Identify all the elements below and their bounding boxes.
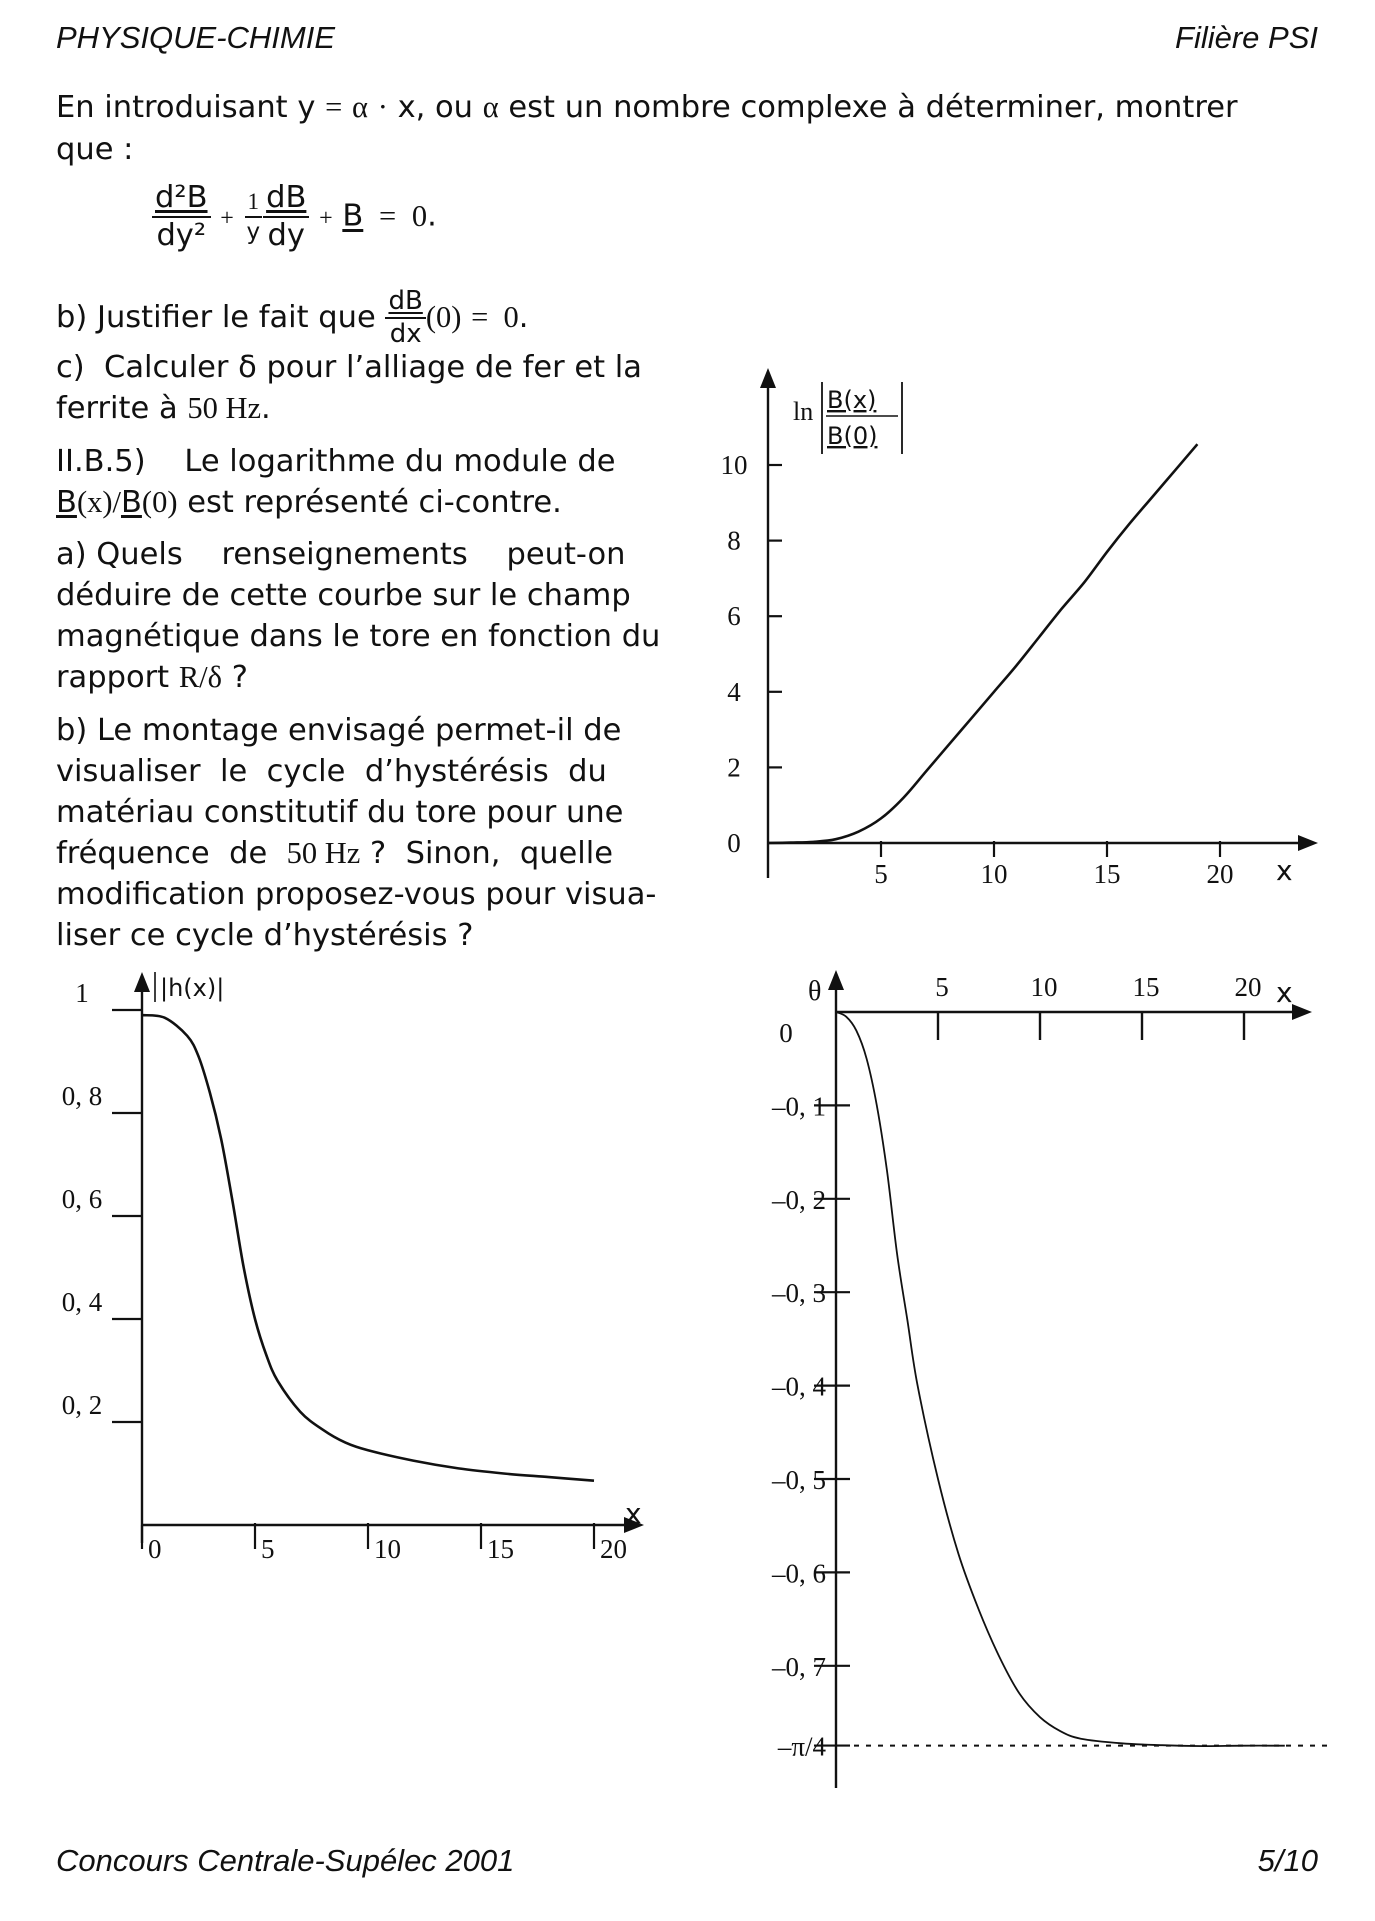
- question-b-line-1: b) Le montage envisagé permet-il de: [56, 713, 622, 748]
- question-b-50hz: 50 Hz: [286, 836, 361, 870]
- ratio-B-0: B: [120, 485, 142, 520]
- ratio-x: (x)/: [76, 485, 121, 519]
- part-b-arg: (0): [425, 299, 462, 334]
- part-c-ferrite: ferrite à: [56, 391, 178, 426]
- footer-page-number: 5/10: [1257, 1843, 1318, 1878]
- part-c-line-2: [56, 388, 271, 429]
- theta-y-tick-label: –0, 7: [772, 1651, 826, 1682]
- theta-y-tick-label: –0, 1: [772, 1091, 826, 1122]
- question-b-line-3: matériau constitutif du tore pour une: [56, 795, 624, 830]
- fraction-dB-dx: [385, 288, 425, 349]
- h-y-tick-label: 0, 6: [61, 1184, 103, 1214]
- ln-x-axis-arrow: [1298, 835, 1318, 851]
- question-b-line-6: liser ce cycle d’hystérésis ?: [56, 918, 474, 953]
- intro-line-2: que :: [56, 132, 134, 167]
- fraction-dB-dy: [263, 182, 309, 252]
- part-b-dB: dB: [385, 288, 425, 319]
- intro-alpha: α: [352, 90, 368, 124]
- ln-y-tick-label: 2: [727, 752, 741, 783]
- question-b-line-2: visualiser le cycle d’hystérésis du: [56, 754, 607, 789]
- eq-zero: 0: [411, 198, 428, 233]
- theta-y-tick-label: –0, 6: [772, 1558, 826, 1589]
- question-a-line-3: magnétique dans le tore en fonction du: [56, 619, 661, 654]
- theta-y-axis-arrow: [828, 970, 844, 990]
- eq-plus-2: +: [319, 205, 333, 232]
- part-b-rest: = 0: [471, 299, 519, 334]
- question-a-rapport: rapport: [56, 660, 170, 695]
- theta-x-axis-arrow: [1292, 1004, 1312, 1020]
- h-x-tick-label: 10: [374, 1534, 401, 1564]
- h-module-curve: [142, 1015, 594, 1481]
- question-b-line-5: modification proposez-vous pour visua-: [56, 877, 657, 912]
- question-b-line-4: [56, 833, 613, 874]
- theta-y-tick-label: –0, 3: [772, 1278, 826, 1309]
- intro-y: y: [297, 90, 316, 125]
- section-line-2: [56, 482, 562, 523]
- eq-dy2: dy²: [156, 218, 207, 254]
- part-b-text: b) Justifier le fait que: [56, 299, 376, 335]
- h-y-tick-label: 1: [75, 978, 89, 1008]
- theta-xlabel: x: [1276, 976, 1293, 1009]
- section-represented: est représenté ci-contre.: [187, 485, 562, 520]
- ln-ylabel-prefix: ln: [793, 397, 814, 426]
- fraction-d2B-dy2: [152, 182, 211, 252]
- theta-x-tick-label: 20: [1234, 972, 1262, 1002]
- part-c-period: .: [261, 391, 271, 426]
- intro-text: En introduisant: [56, 90, 288, 125]
- theta-y-tick-label: –π/4: [777, 1731, 826, 1762]
- h-xlabel: x: [625, 1497, 642, 1530]
- eq-plus-1: +: [220, 205, 234, 232]
- ln-y-tick-label: 6: [727, 601, 741, 632]
- theta-chart: [740, 960, 1340, 1800]
- ln-y-tick-label: 4: [727, 676, 741, 707]
- intro-alpha-2: α: [482, 90, 499, 124]
- h-ylabel: |h(x)|: [160, 974, 225, 1002]
- theta-x-tick-label: 10: [1030, 972, 1058, 1002]
- part-b-dx: dx: [389, 319, 422, 350]
- theta-curve: [836, 1012, 1285, 1746]
- ln-y-tick-label: 10: [720, 450, 748, 480]
- eq-y: y: [246, 219, 261, 246]
- ln-ratio-curve: [768, 444, 1197, 843]
- h-x-tick-label: 5: [261, 1534, 275, 1564]
- h-x-tick-label: 20: [600, 1534, 627, 1564]
- part-b: [56, 288, 529, 349]
- eq-equals: =: [378, 198, 397, 233]
- intro-line-1: [56, 87, 1318, 128]
- ln-xlabel: x: [1276, 854, 1293, 887]
- ratio-B-x: B: [56, 485, 77, 520]
- question-a-ratio: R/δ: [178, 660, 223, 694]
- eq-dB: dB: [263, 182, 309, 218]
- ln-x-tick-label: 20: [1206, 859, 1234, 889]
- theta-ylabel: θ: [808, 976, 822, 1007]
- question-a-line-4: [56, 657, 248, 698]
- eq-one: 1: [245, 190, 263, 218]
- ln-ylabel-numerator: B(x): [827, 386, 877, 414]
- theta-y-tick-label: –0, 5: [772, 1465, 826, 1495]
- eq-B: B: [342, 198, 364, 234]
- question-b-frequence: fréquence de: [56, 836, 268, 871]
- ln-x-tick-label: 15: [1093, 859, 1121, 889]
- intro-dot: ·: [377, 90, 388, 124]
- part-c-line-1: c) Calculer δ pour l’alliage de fer et la: [56, 350, 642, 385]
- eq-d2B: d²B: [152, 182, 211, 218]
- theta-y-tick-label: –0, 4: [772, 1371, 826, 1402]
- h-y-axis-arrow: [134, 972, 150, 992]
- track-header: Filière PSI: [1175, 20, 1318, 55]
- theta-y-tick-label: 0: [779, 1018, 793, 1048]
- h-y-tick-label: 0, 4: [61, 1287, 103, 1317]
- question-a-mark: ?: [231, 660, 248, 695]
- theta-x-tick-label: 15: [1132, 972, 1160, 1002]
- h-y-tick-label: 0, 8: [61, 1081, 103, 1111]
- ln-ratio-chart: [690, 360, 1320, 910]
- theta-y-tick-label: –0, 2: [772, 1184, 826, 1215]
- differential-equation: [152, 182, 437, 252]
- intro-x: x: [397, 90, 416, 125]
- intro-eq: =: [325, 90, 343, 124]
- question-b-sinon: ? Sinon, quelle: [370, 836, 614, 871]
- footer-contest: Concours Centrale-Supélec 2001: [56, 1843, 515, 1878]
- ln-y-axis-arrow: [760, 368, 776, 388]
- ln-ylabel-denominator: B(0): [827, 422, 878, 450]
- ln-x-tick-label: 10: [980, 859, 1008, 889]
- intro-ou: , ou: [415, 90, 474, 125]
- theta-x-tick-label: 5: [935, 972, 949, 1002]
- h-x-tick-label: 15: [487, 1534, 514, 1564]
- intro-end: est un nombre complexe à déterminer, montrer: [508, 90, 1238, 125]
- h-x-tick-label: 0: [148, 1534, 162, 1564]
- ln-y-tick-label: 0: [727, 828, 741, 858]
- eq-period: .: [427, 198, 437, 234]
- part-b-period: .: [518, 299, 529, 335]
- part-c-frequency: 50 Hz: [187, 391, 262, 425]
- ln-y-tick-label: 8: [727, 525, 741, 556]
- eq-dy: dy: [267, 218, 305, 254]
- h-module-chart: [52, 960, 672, 1580]
- question-a-line-2: déduire de cette courbe sur le champ: [56, 578, 631, 613]
- h-y-tick-label: 0, 2: [61, 1390, 103, 1420]
- subject-header: PHYSIQUE-CHIMIE: [56, 20, 336, 55]
- section-title: II.B.5) Le logarithme du module de: [56, 444, 616, 479]
- question-a-line-1: a) Quels renseignements peut-on: [56, 537, 626, 572]
- fraction-1-y: [243, 190, 263, 244]
- ratio-zero: (0): [141, 485, 178, 519]
- ln-x-tick-label: 5: [874, 859, 888, 889]
